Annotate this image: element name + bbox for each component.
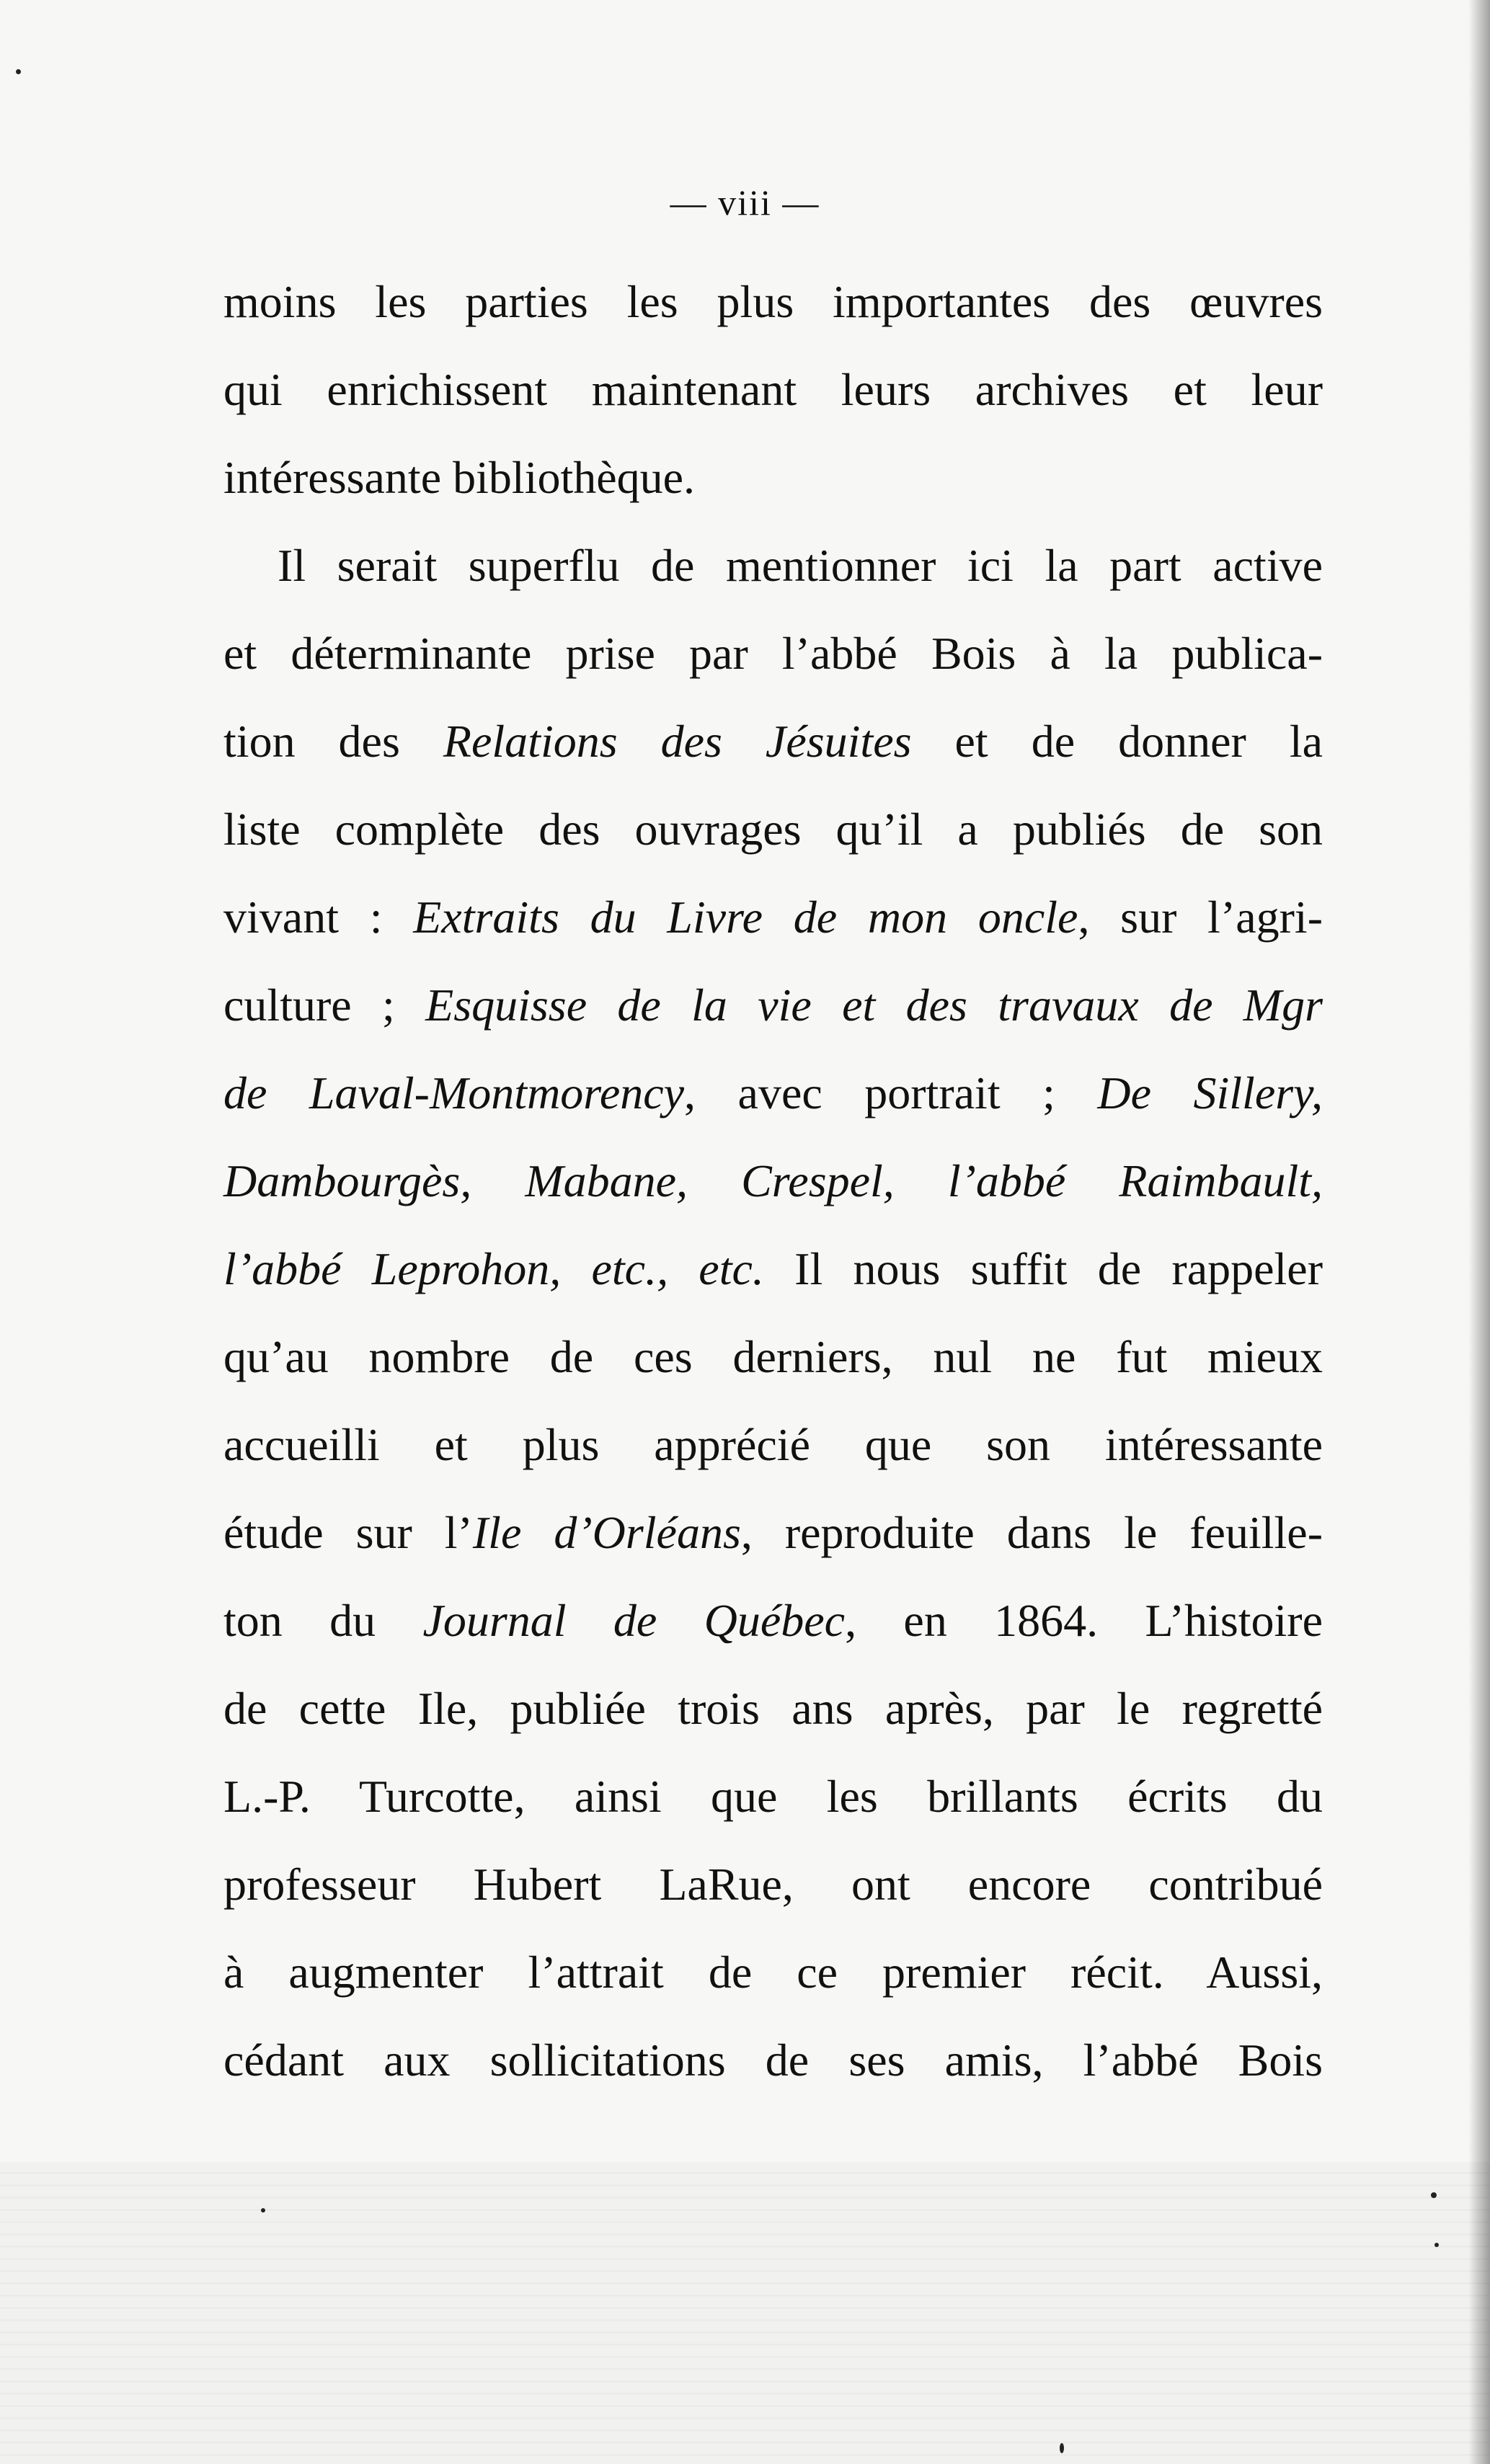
page-folio: — viii — [670, 182, 820, 223]
text-line: professeur Hubert LaRue, ont encore contribué [223, 1859, 1323, 1910]
text-line: accueilli et plus apprécié que son intéressante [223, 1419, 1323, 1470]
text-line: Il serait superflu de mentionner ici la part active [278, 540, 1323, 591]
book-title: Extraits du Livre de mon oncle [413, 891, 1078, 943]
text-line: l’abbé Leprohon, etc., etc. Il nous suffit de rappeler [223, 1243, 1323, 1294]
book-title: Journal de Québec [422, 1595, 846, 1646]
text-line: vivant : Extraits du Livre de mon oncle, sur l’agri- [223, 891, 1323, 943]
book-title: Relations des Jésuites [443, 716, 912, 767]
text-line: intéressante bibliothèque. [223, 452, 696, 503]
text-line: L.-P. Turcotte, ainsi que les brillants écrits du [223, 1771, 1323, 1822]
book-title: Dambourgès, Mabane, Crespel, l’abbé Raimbault, [223, 1155, 1323, 1206]
text-line [223, 1137, 1323, 1225]
book-title: Ile d’Orléans [472, 1507, 741, 1558]
page-bottom-margin [0, 2162, 1490, 2464]
text-line: ton du Journal de Québec, en 1864. L’histoire [223, 1595, 1323, 1646]
book-title: Esquisse de la vie et des travaux de Mgr [425, 979, 1323, 1031]
book-title: l’abbé Leprohon, etc., etc. [223, 1243, 764, 1294]
text-line: liste complète des ouvrages qu’il a publiés de son [223, 804, 1323, 855]
text-line: culture ; Esquisse de la vie et des travaux de Mgr [223, 979, 1323, 1031]
ink-speck [1060, 2443, 1064, 2453]
text-line: qui enrichissent maintenant leurs archives et leur [223, 364, 1323, 415]
book-title: de Laval-Montmorency [223, 1067, 685, 1118]
ink-speck [261, 2208, 265, 2212]
ink-speck [16, 69, 21, 74]
ink-speck [1434, 2243, 1439, 2247]
text-line: tion des Relations des Jésuites et de donner la [223, 716, 1323, 767]
text-line: moins les parties les plus importantes des œuvres [223, 276, 1323, 327]
text-line: cédant aux sollicitations de ses amis, l’abbé Bois [223, 2034, 1323, 2086]
text-line: qu’au nombre de ces derniers, nul ne fut mieux [223, 1331, 1323, 1382]
body-text [223, 258, 1323, 2104]
text-line: et déterminante prise par l’abbé Bois à la publica- [223, 628, 1323, 679]
ink-speck [1431, 2192, 1437, 2198]
book-title: De Sillery, [1097, 1067, 1323, 1118]
text-line: à augmenter l’attrait de ce premier récit. Aussi, [223, 1947, 1323, 1998]
text-line: de cette Ile, publiée trois ans après, par le regretté [223, 1683, 1323, 1734]
text-line: de Laval-Montmorency, avec portrait ; De Sillery, [223, 1067, 1323, 1118]
text-line: étude sur l’Ile d’Orléans, reproduite dans le feuille- [223, 1507, 1323, 1558]
page-edge-shadow [1468, 0, 1490, 2464]
